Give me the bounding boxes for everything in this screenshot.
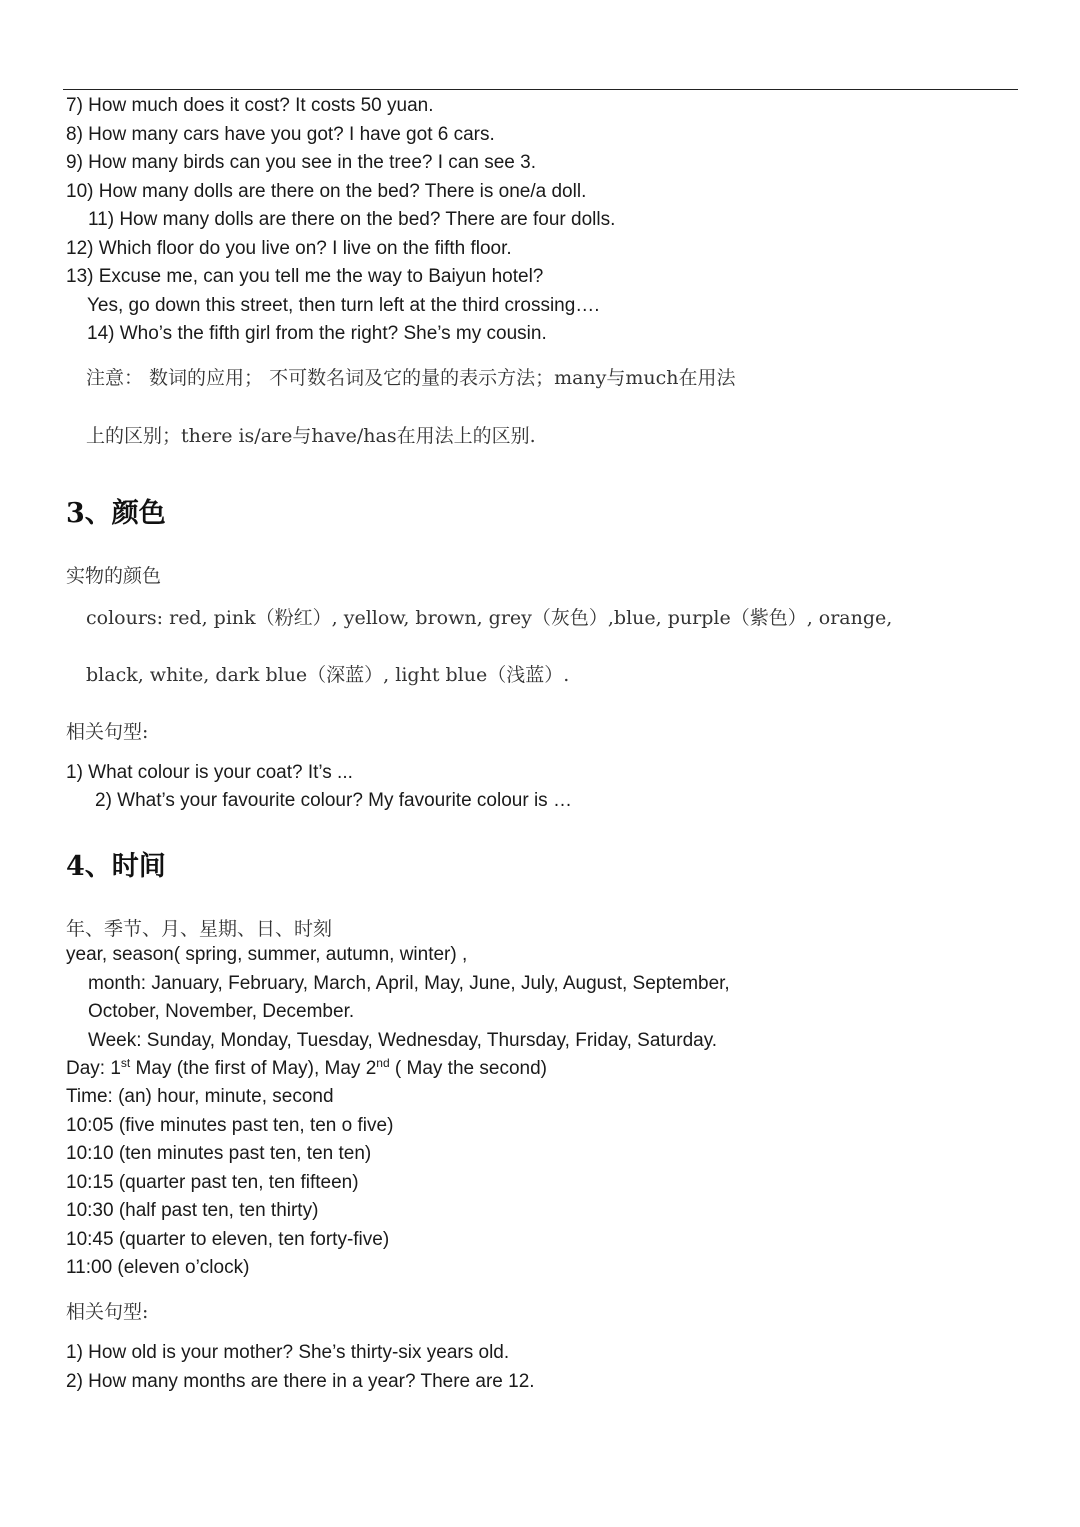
clock-line-1045: 10:45 (quarter to eleven, ten forty-five) (66, 1229, 390, 1250)
sentence-7: 7) How much does it cost? It costs 50 yuan. (66, 95, 434, 116)
colours-subtitle: 实物的颜色 (66, 565, 162, 587)
colours-line-1: colours: red, pink（粉红）, yellow, brown, grey（灰色）,blue, purple（紫色）, orange, (86, 607, 893, 629)
note-line-1: 注意： 数词的应用； 不可数名词及它的量的表示方法；many与much在用法 (86, 367, 736, 389)
heading-time: 4、时间 (66, 851, 166, 882)
colours-sentence-2: 2) What’s your favourite colour? My favourite colour is … (95, 790, 572, 811)
sentence-8: 8) How many cars have you got? I have got 6 cars. (66, 124, 495, 145)
clock-line-1015: 10:15 (quarter past ten, ten fifteen) (66, 1172, 359, 1193)
time-patterns-label: 相关句型: (66, 1301, 149, 1323)
day-prefix: Day: 1 (66, 1058, 121, 1079)
day-line (66, 1057, 547, 1081)
day-middle: May (the first of May), May 2 (130, 1058, 377, 1079)
day-suffix: ( May the second) (389, 1058, 547, 1079)
day-sup-st: st (120, 1056, 131, 1070)
time-sentence-1: 1) How old is your mother? She’s thirty-six years old. (66, 1342, 510, 1363)
month-line-1: month: January, February, March, April, May, June, July, August, September, (88, 973, 730, 994)
colours-sentence-1: 1) What colour is your coat? It’s ... (66, 762, 353, 783)
month-line-2: October, November, December. (88, 1001, 355, 1022)
heading-colours: 3、颜色 (66, 498, 166, 529)
colours-line-2: black, white, dark blue（深蓝）, light blue（浅蓝）. (86, 664, 570, 686)
sentence-9: 9) How many birds can you see in the tree? I can see 3. (66, 152, 536, 173)
clock-line-1100: 11:00 (eleven o’clock) (66, 1257, 250, 1278)
sentence-13-answer: Yes, go down this street, then turn left at the third crossing…. (87, 295, 600, 316)
sentence-12: 12) Which floor do you live on? I live on the fifth floor. (66, 238, 512, 259)
sentence-10: 10) How many dolls are there on the bed? There is one/a doll. (66, 181, 587, 202)
week-line: Week: Sunday, Monday, Tuesday, Wednesday, Thursday, Friday, Saturday. (88, 1030, 718, 1051)
year-line: year, season( spring, summer, autumn, winter) , (66, 944, 468, 965)
sentence-13: 13) Excuse me, can you tell me the way to Baiyun hotel? (66, 266, 544, 287)
note-line-2: 上的区别；there is/are与have/has在用法上的区别. (86, 425, 536, 447)
clock-line-1005: 10:05 (five minutes past ten, ten o five) (66, 1115, 394, 1136)
time-units-line: Time: (an) hour, minute, second (66, 1086, 334, 1107)
time-sentence-2: 2) How many months are there in a year? There are 12. (66, 1371, 535, 1392)
header-rule (63, 89, 1018, 90)
colours-patterns-label: 相关句型: (66, 721, 149, 743)
sentence-11: 11) How many dolls are there on the bed? There are four dolls. (88, 209, 616, 230)
day-sup-nd: nd (376, 1056, 390, 1070)
sentence-14: 14) Who’s the fifth girl from the right? She’s my cousin. (87, 323, 547, 344)
clock-line-1030: 10:30 (half past ten, ten thirty) (66, 1200, 319, 1221)
time-subtitle: 年、季节、月、星期、日、时刻 (66, 918, 333, 940)
clock-line-1010: 10:10 (ten minutes past ten, ten ten) (66, 1143, 372, 1164)
